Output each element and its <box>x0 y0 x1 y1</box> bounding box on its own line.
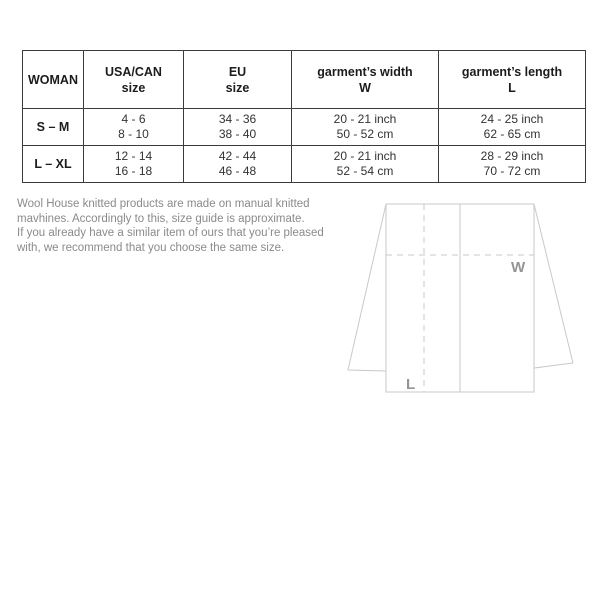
width-label: W <box>511 259 526 276</box>
row-label-s-m: S – M <box>23 109 84 146</box>
note-line: If you already have a similar item of ours that you’re pleased <box>17 227 324 240</box>
length-label: L <box>406 376 416 393</box>
cell-l-xl-width: 20 - 21 inch 52 - 54 cm <box>292 146 439 183</box>
header-eu-size: EU size <box>184 51 292 109</box>
cell-s-m-length: 24 - 25 inch 62 - 65 cm <box>439 109 586 146</box>
note-line: with, we recommend that you choose the same size. <box>17 242 285 255</box>
header-woman-label: WOMAN <box>28 72 78 87</box>
left-sleeve-shape <box>348 204 386 371</box>
header-woman <box>23 51 84 109</box>
right-sleeve-shape <box>534 204 573 368</box>
cell-s-m-usa: 4 - 6 8 - 10 <box>84 109 184 146</box>
table-header-row <box>23 51 586 109</box>
table-row-s-m <box>23 109 586 146</box>
note-line: mavhines. Accordingly to this, size guide is approximate. <box>17 212 305 225</box>
cell-l-xl-eu: 42 - 44 46 - 48 <box>184 146 292 183</box>
cell-l-xl-usa: 12 - 14 16 - 18 <box>84 146 184 183</box>
size-guide-note <box>17 197 357 256</box>
cell-s-m-width: 20 - 21 inch 50 - 52 cm <box>292 109 439 146</box>
size-table <box>22 50 586 183</box>
row-label-l-xl: L – XL <box>23 146 84 183</box>
table-row-l-xl <box>23 146 586 183</box>
cell-s-m-eu: 34 - 36 38 - 40 <box>184 109 292 146</box>
header-usa-can-size: USA/CAN size <box>84 51 184 109</box>
header-garment-width: garment’s width W <box>292 51 439 109</box>
header-garment-length: garment’s length L <box>439 51 586 109</box>
note-line: Wool House knitted products are made on manual knitted <box>17 198 310 210</box>
garment-diagram <box>330 196 586 402</box>
cell-l-xl-length: 28 - 29 inch 70 - 72 cm <box>439 146 586 183</box>
